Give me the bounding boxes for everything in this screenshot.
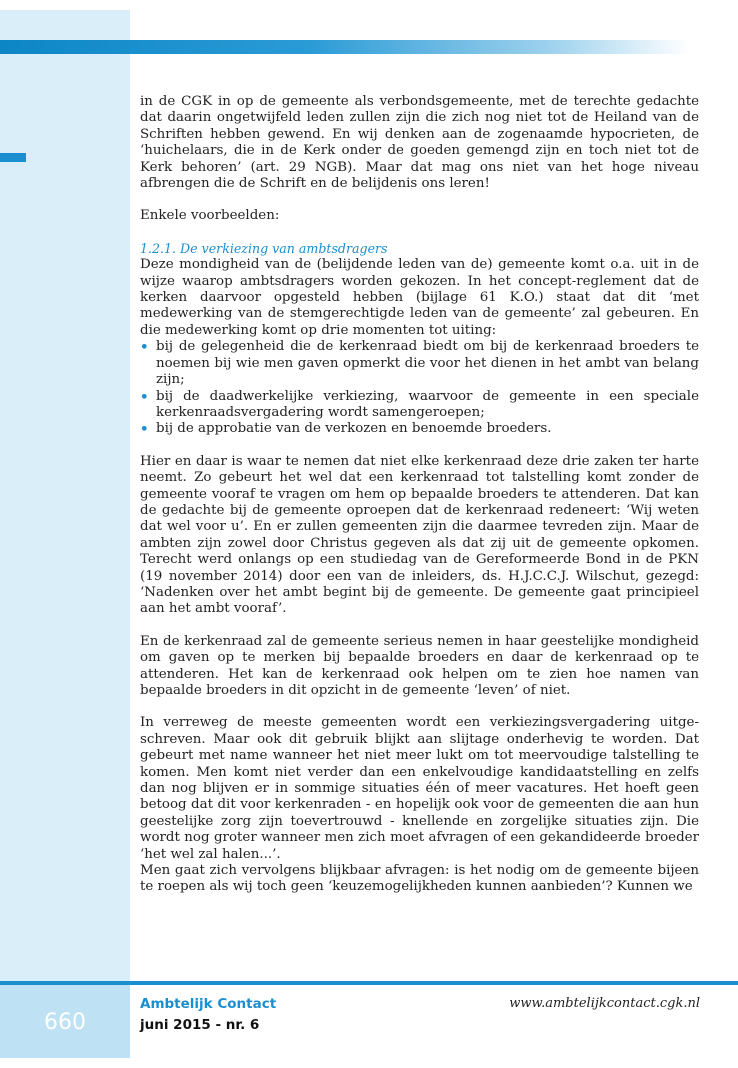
top-gradient-band xyxy=(0,40,690,54)
website-link[interactable]: www.ambtelijkcontact.cgk.nl xyxy=(509,996,700,1011)
paragraph: Enkele voorbeelden: xyxy=(140,208,280,224)
page-number: 660 xyxy=(44,1010,86,1035)
paragraph: in de CGK in op de gemeente als verbondsgemeente, met de terechte gedachte dat daarin ongetwijfeld leden zullen zijn die zich nog niet tot de Heiland van de Schriften hebben gewend. En wij denken aan de zogenaamde hypocrieten, de ‘huichelaars, die in de Kerk onder de goeden gemengd zijn en toch niet tot de Kerk behoren’ (art. 29 NGB). Maar dat mag ons niet van het hoge niveau afbrengen die de Schrift en de belijdenis ons leren! xyxy=(140,94,699,192)
paragraph: En de kerkenraad zal de gemeente serieus nemen in haar geestelijke mondigheid om gaven op te merken bij bepaalde broeders en daar de kerkenraad op te attenderen. Het kan de kerkenraad ook helpen om te zien hoe namen van bepaalde broeders in dit opzicht in de gemeente ‘leven’ of niet. xyxy=(140,633,699,698)
list-item: • bij de approbatie van de verkozen en benoemde broeders. xyxy=(140,421,699,437)
left-margin-panel xyxy=(0,10,130,1058)
bullet-list xyxy=(140,339,699,437)
section-heading: 1.2.1. De verkiezing van ambtsdragers xyxy=(140,240,388,256)
paragraph: Deze mondigheid van de (belijdende leden van de) gemeente komt o.a. uit in de wijze waarop ambtsdragers worden gekozen. In het concept-reglement dat de kerken daarvoor opgesteld hebben (bijlage 61 K.O.) staat dat dit ‘met medewerking van de stemgerechtigde leden van de gemeente’ zal gebeuren. En die medewerking komt op drie momenten tot uiting: xyxy=(140,257,699,338)
publication-title: Ambtelijk Contact xyxy=(140,996,277,1012)
paragraph: In verreweg de meeste gemeenten wordt een verkiezingsvergadering uitgeschreven. Maar ook dit gebruik blijkt aan slijtage onderhevig te worden. Dat gebeurt met name wanneer het niet meer lukt om tot meervoudige talstelling te komen. Men komt niet verder dan een enkelvoudige kandidaatstelling en zelfs dan nog blijven er in sommige situaties één of meer vacatures. Het hoeft geen betoog dat dit voor kerkenraden - en hopelijk ook voor de gemeenten die aan hun geestelijke zorg zijn toevertrouwd - knellende en zorgelijke situaties zijn. Die wordt nog groter wanneer men zich moet afvragen of een gekandideerde broeder ‘het wel zal halen...’. xyxy=(140,715,699,862)
margin-marker xyxy=(0,153,26,162)
list-item: • bij de daadwerkelijke verkiezing, waarvoor de gemeente in een speciale kerkenraadsvergadering wordt samengeroepen; xyxy=(140,389,699,422)
paragraph: Hier en daar is waar te nemen dat niet elke kerkenraad deze drie zaken ter harte neemt. Zo gebeurt het wel dat een kerkenraad tot talstelling komt zonder de gemeente vooraf te vragen om hem op bepaalde broeders te attenderen. Dat kan de gedachte bij de gemeente oproepen dat de kerkenraad redeneert: ‘Wij weten dat wel voor u’. En er zullen gemeenten zijn die daarmee tevreden zijn. Maar de ambten zijn zowel door Christus gegeven als dat zij uit de gemeente opkomen. Terecht werd onlangs op een studiedag van de Gereformeerde Bond in de PKN (19 november 2014) door een van de inleiders, ds. H.J.C.C.J. Wilschut, gezegd: ‘Nadenken over het ambt begint bij de gemeente. De gemeente gaat principieel aan het ambt vooraf’. xyxy=(140,453,699,617)
issue-label: juni 2015 - nr. 6 xyxy=(140,1017,260,1033)
article-body xyxy=(140,94,699,896)
list-item: • bij de gelegenheid die de kerkenraad biedt om bij de kerkenraad broeders te noemen bij wie men gaven opmerkt die voor het dienen in het ambt van belang zijn; xyxy=(140,339,699,388)
paragraph: Men gaat zich vervolgens blijkbaar afvragen: is het nodig om de gemeente bijeen te roepen als wij toch geen ‘keuzemogelijkheden kunnen aanbieden’? Kunnen we xyxy=(140,863,699,895)
